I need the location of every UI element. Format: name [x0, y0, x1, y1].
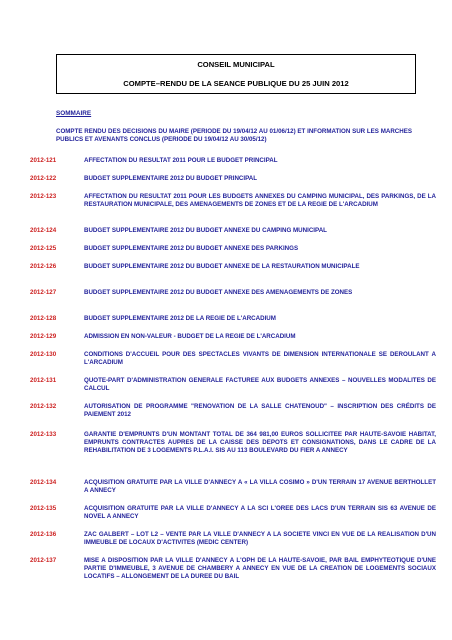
title-box — [56, 54, 416, 94]
item-title: GARANTIE D'EMPRUNTS D'UN MONTANT TOTAL DE 364 981,00 EUROS SOLLICITEE PAR HAUTE-SAVOIE HABITAT, EMPRUNTS CONTRACTES AUPRES DE LA CAISSE DES DEPOTS ET CONSIGNATIONS, DANS LE CADRE DE LA REHABILITATION DE 3 LOGEMENTS P.L.A.I. SIS AU 113 BOULEVARD DU FIER A ANNECY — [84, 431, 436, 455]
item-title: AFFECTATION DU RESULTAT 2011 POUR LES BUDGETS ANNEXES DU CAMPING MUNICIPAL, DES PARKINGS, DE LA RESTAURATION MUNICIPALE, DES AMENAGEMENTS DE ZONES ET DE LA REGIE DE L'ARCADIUM — [84, 193, 436, 209]
sommaire-heading: SOMMAIRE — [56, 110, 92, 117]
item-number: 2012-127 — [30, 289, 57, 296]
item-number: 2012-132 — [30, 403, 57, 410]
item-number: 2012-137 — [30, 557, 57, 564]
item-number: 2012-136 — [30, 531, 57, 538]
item-title: BUDGET SUPPLEMENTAIRE 2012 DU BUDGET ANNEXE DES AMENAGEMENTS DE ZONES — [84, 289, 353, 296]
item-title: ZAC GALBERT – LOT L2 – VENTE PAR LA VILLE D'ANNECY A LA SOCIETE VINCI EN VUE DE LA REALISATION D'UN IMMEUBLE DE LOCAUX D'ACTIVITES (MEDIC CENTER) — [84, 531, 436, 547]
item-number: 2012-133 — [30, 431, 57, 438]
item-title: CONDITIONS D'ACCUEIL POUR DES SPECTACLES VIVANTS DE DIMENSION INTERNATIONALE SE DEROULANT A L'ARCADIUM — [84, 351, 436, 367]
item-title: AFFECTATION DU RESULTAT 2011 POUR LE BUDGET PRINCIPAL — [84, 157, 278, 164]
item-number: 2012-125 — [30, 245, 57, 252]
intro-paragraph: COMPTE RENDU DES DECISIONS DU MAIRE (PERIODE DU 19/04/12 AU 01/06/12) ET INFORMATION SUR LES MARCHES PUBLICS ET AVENANTS CONCLUS (PERIODE DU 19/04/12 AU 30/05/12) — [56, 128, 412, 143]
item-title: ADMISSION EN NON-VALEUR - BUDGET DE LA REGIE DE L'ARCADIUM — [84, 333, 296, 340]
page-title: CONSEIL MUNICIPAL — [197, 60, 275, 69]
item-title: BUDGET SUPPLEMENTAIRE 2012 DU BUDGET ANNEXE DES PARKINGS — [84, 245, 299, 252]
item-number: 2012-129 — [30, 333, 57, 340]
item-number: 2012-122 — [30, 175, 57, 182]
item-title: BUDGET SUPPLEMENTAIRE 2012 DU BUDGET ANNEXE DE LA RESTAURATION MUNICIPALE — [84, 263, 360, 270]
item-number: 2012-121 — [30, 157, 57, 164]
item-number: 2012-131 — [30, 377, 57, 384]
item-title: QUOTE-PART D'ADMINISTRATION GENERALE FACTUREE AUX BUDGETS ANNEXES – NOUVELLES MODALITES DE CALCUL — [84, 377, 436, 393]
item-title: BUDGET SUPPLEMENTAIRE 2012 DU BUDGET PRINCIPAL — [84, 175, 258, 182]
item-title: BUDGET SUPPLEMENTAIRE 2012 DU BUDGET ANNEXE DU CAMPING MUNICIPAL — [84, 227, 327, 234]
item-number: 2012-135 — [30, 505, 57, 512]
item-number: 2012-134 — [30, 479, 57, 486]
item-title: ACQUISITION GRATUITE PAR LA VILLE D'ANNECY A LA SCI L'OREE DES LACS D'UN TERRAIN SIS 63 AVENUE DE NOVEL A ANNECY — [84, 505, 436, 521]
item-number: 2012-130 — [30, 351, 57, 358]
item-number: 2012-124 — [30, 227, 57, 234]
item-number: 2012-123 — [30, 193, 57, 200]
item-title: MISE A DISPOSITION PAR LA VILLE D'ANNECY A L'OPH DE LA HAUTE-SAVOIE, PAR BAIL EMPHYTEOTIQUE D'UNE PARTIE D'IMMEUBLE, 3 AVENUE DE CHAMBERY A ANNECY EN VUE DE LA CREATION DE LOGEMENTS SOCIAUX LOCATIFS – ALLONGEMENT DE LA DUREE DU BAIL — [84, 557, 436, 581]
item-title: ACQUISITION GRATUITE PAR LA VILLE D'ANNECY A « LA VILLA COSIMO » D'UN TERRAIN 17 AVENUE BERTHOLLET A ANNECY — [84, 479, 436, 495]
item-number: 2012-128 — [30, 315, 57, 322]
item-title: AUTORISATION DE PROGRAMME "RENOVATION DE LA SALLE CHATENOUD" – INSCRIPTION DES CRÉDITS DE PAIEMENT 2012 — [84, 403, 436, 419]
item-title: BUDGET SUPPLEMENTAIRE 2012 DE LA REGIE DE L'ARCADIUM — [84, 315, 276, 322]
item-number: 2012-126 — [30, 263, 57, 270]
page-subtitle: COMPTE–RENDU DE LA SEANCE PUBLIQUE DU 25 JUIN 2012 — [123, 79, 349, 88]
